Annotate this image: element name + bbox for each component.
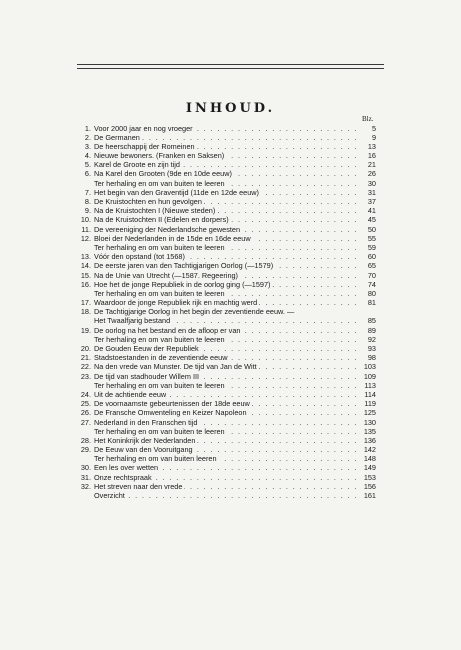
toc-entry-page: 13 [367, 141, 376, 151]
toc-entry-title: Ter herhaling en om van buiten leeren [94, 454, 217, 464]
toc-entry [74, 289, 376, 298]
toc-entry-page: 45 [367, 215, 376, 225]
toc-entry-title: De vereeniging der Nederlandsche gewesten [94, 224, 241, 234]
toc-entry-title: Waardoor de jonge Republiek rijk en machtig werd [94, 298, 258, 308]
toc-entry [74, 362, 376, 371]
toc-entry-number: 9. [84, 206, 91, 216]
toc-entry-number: 25. [80, 399, 91, 409]
toc-entry-title-wrap [94, 271, 358, 280]
toc-entry-title: Na de Unie van Utrecht (—1587. Regeering) [94, 270, 238, 280]
toc-entry-title-wrap [94, 316, 358, 325]
toc-entry-number: 18. [80, 307, 91, 317]
toc-entry-title-wrap [94, 169, 358, 178]
toc-entry-number: 5. [84, 160, 91, 170]
toc-entry-number: 29. [80, 445, 91, 455]
toc-entry-page: 41 [367, 206, 376, 216]
toc-entry-number: 2. [84, 132, 91, 142]
toc-entry [74, 399, 376, 408]
toc-entry-title-wrap [94, 179, 358, 188]
toc-entry-title: Na den vrede van Munster. De tijd van Jan de Witt [94, 362, 257, 372]
toc-entry-number: 28. [80, 435, 91, 445]
toc-entry [74, 261, 376, 270]
toc-entry-number: 24. [80, 389, 91, 399]
toc-entry-title: Ter herhaling en om van buiten te leeren [94, 242, 225, 252]
toc-entry-page: 98 [367, 353, 376, 363]
toc-entry-title-wrap [94, 124, 358, 133]
toc-entry-title-wrap [94, 335, 358, 344]
toc-entry-title-wrap [94, 289, 358, 298]
toc-entry [74, 298, 376, 307]
toc-entry [74, 372, 376, 381]
toc-entry-page: 74 [367, 279, 376, 289]
toc-entry-page: 161 [363, 491, 376, 500]
toc-entry-title: Bloei der Nederlanden in de 15de en 16de eeuw [94, 233, 251, 243]
toc-entry-title: De oorlog na het bestand en de afloop er van [94, 325, 241, 335]
toc-entry [74, 454, 376, 463]
toc-entry-page: 31 [367, 187, 376, 197]
toc-entry-page: 70 [367, 270, 376, 280]
toc-entry-page: 113 [364, 380, 376, 390]
toc-entry-number: 31. [80, 472, 91, 482]
toc-entry-title-wrap [94, 436, 358, 445]
toc-entry-title: De Gouden Eeuw der Republiek [94, 344, 199, 353]
toc-entry-title: Ter herhaling en om van buiten te leeren [94, 178, 225, 188]
toc-entry-page: 156 [363, 481, 376, 491]
toc-entry-title-wrap [94, 215, 358, 224]
toc-entry-number: 13. [80, 252, 91, 262]
toc-entry [74, 197, 376, 206]
toc-entry-number: 3. [84, 141, 91, 151]
toc-entry-title: Karel de Groote en zijn tijd [94, 160, 180, 170]
toc-entry-page: 125 [363, 408, 376, 418]
toc-entry-title-wrap [94, 206, 358, 215]
toc-entry-number: 20. [80, 344, 91, 353]
toc-entry-title: De Kruistochten en hun gevolgen [94, 197, 202, 206]
toc-entry [74, 463, 376, 472]
toc-entry-title-wrap [94, 491, 358, 500]
toc-entry [74, 390, 376, 399]
toc-entry-page: 85 [367, 316, 376, 326]
toc-entry-number: 23. [80, 371, 91, 381]
toc-entry-title: Onze rechtspraak [94, 472, 152, 482]
toc-entry-title-wrap [94, 243, 358, 252]
toc-entry-title-wrap [94, 151, 358, 160]
toc-entry-title: Ter herhaling en om van buiten te leeren [94, 426, 225, 436]
toc-entry [74, 151, 376, 160]
toc-entry-title: Het streven naar den vrede [94, 481, 183, 491]
toc-entry-title-wrap [94, 390, 358, 399]
toc-entry-title: De Tachtigjarige Oorlog in het begin der zeventiende eeuw. — [94, 307, 295, 317]
toc-entry-title-wrap [94, 418, 358, 427]
toc-entry [74, 381, 376, 390]
toc-entry-title: Het Koninkrijk der Nederlanden [94, 435, 196, 445]
toc-entry [74, 243, 376, 252]
toc-entry-number: 17. [80, 298, 91, 308]
toc-entry-title-wrap [94, 326, 358, 335]
toc-entry-title: Ter herhaling en om van buiten te leeren [94, 288, 225, 298]
toc-entry-page: 5 [371, 123, 376, 133]
toc-entry-title: Hoe het de jonge Republiek in de oorlog ging (—1597) [94, 279, 271, 289]
toc-entry-title-wrap [94, 188, 358, 197]
toc-entry-page: 136 [363, 435, 376, 445]
toc-entry-number: 1. [84, 123, 91, 133]
toc-entry-title-wrap [94, 261, 358, 270]
toc-entry-title: De tijd van stadhouder Willem III [94, 371, 200, 381]
toc-entry [74, 188, 376, 197]
toc-entry [74, 427, 376, 436]
toc-entry-title-wrap [94, 454, 358, 463]
toc-entry-page: 59 [367, 242, 376, 252]
toc-entry-title-wrap [94, 372, 358, 381]
toc-entry-number: 30. [80, 463, 91, 473]
toc-entry-page: 55 [367, 233, 376, 243]
toc-entry [74, 160, 376, 169]
toc-entry-number: 27. [80, 417, 91, 427]
toc-entry-page: 135 [363, 426, 376, 436]
toc-entry-title-wrap [94, 252, 358, 261]
toc-entry-page: 142 [363, 445, 376, 455]
toc-entry-title-wrap [94, 482, 358, 491]
toc-entry-page: 130 [363, 417, 376, 427]
toc-entry [74, 206, 376, 215]
toc-entry-page: 109 [363, 371, 376, 381]
page-column-label: Blz. [362, 115, 374, 123]
toc-entry [74, 316, 376, 325]
toc-entry-title: Voor 2000 jaar en nog vroeger [94, 123, 193, 133]
toc-entry [74, 326, 376, 335]
toc-entry-title-wrap [94, 234, 358, 243]
toc-entry-title: Een les over wetten [94, 463, 159, 473]
toc-entry [74, 307, 376, 316]
toc-entry-title: Stadstoestanden in de zeventiende eeuw [94, 353, 228, 363]
toc-entry [74, 280, 376, 289]
top-rule-secondary [77, 68, 384, 69]
toc-entry-page: 21 [367, 160, 376, 170]
toc-entry [74, 418, 376, 427]
toc-entry-number: 26. [80, 408, 91, 418]
toc-entry-page: 153 [363, 472, 376, 482]
toc-entry-title-wrap [94, 427, 358, 436]
toc-entry-title-wrap [94, 463, 358, 472]
top-rule [77, 64, 384, 65]
toc-entry-page: 80 [367, 288, 376, 298]
toc-entry-page: 149 [363, 463, 376, 473]
toc-entry-title-wrap [94, 142, 358, 151]
toc-entry [74, 445, 376, 454]
toc-entry-number: 15. [80, 270, 91, 280]
toc-entry-title-wrap [94, 197, 358, 206]
toc-entry-page: 93 [367, 344, 376, 353]
toc-entry-title-wrap [94, 280, 358, 289]
toc-entry-page: 119 [364, 399, 376, 409]
toc-entry [74, 179, 376, 188]
toc-entry [74, 473, 376, 482]
toc-entry-title: De voornaamste gebeurtenissen der 18de eeuw [94, 399, 250, 409]
toc-entry-title-wrap [94, 298, 358, 307]
toc-entry-number: 7. [84, 187, 91, 197]
toc-entry-number: 16. [80, 279, 91, 289]
toc-entry [74, 335, 376, 344]
toc-entry-page: 16 [367, 151, 376, 161]
toc-entry-title-wrap [94, 408, 358, 417]
toc-entry-title-wrap [94, 362, 358, 371]
toc-entry [74, 133, 376, 142]
toc-entry-title: De eerste jaren van den Tachtigjarigen Oorlog (—1579) [94, 261, 274, 271]
page-title: INHOUD. [185, 101, 276, 116]
toc-entry [74, 169, 376, 178]
toc-entry-title: Uit de achtiende eeuw [94, 389, 167, 399]
toc-entry-page: 50 [367, 224, 376, 234]
toc-entry-title: De Germanen [94, 132, 140, 142]
toc-entry-title: Na Karel den Grooten (9de en 10de eeuw) [94, 169, 232, 179]
toc-entry-number: 6. [84, 169, 91, 179]
table-of-contents [74, 124, 376, 501]
toc-entry-title-wrap [94, 225, 358, 234]
toc-entry-title: Nederland in den Franschen tijd [94, 417, 198, 427]
toc-entry-number: 21. [80, 353, 91, 363]
toc-entry-page: 60 [367, 252, 376, 262]
toc-entry-page: 30 [367, 178, 376, 188]
toc-entry-title: Overzicht [94, 491, 125, 500]
toc-entry-title-wrap [94, 473, 358, 482]
toc-entry-title: Na de Kruistochten I (Nieuwe steden) [94, 206, 216, 216]
toc-entry-title-wrap [94, 344, 358, 353]
toc-entry [74, 408, 376, 417]
toc-entry-title: Ter herhaling en om van buiten te leeren [94, 334, 225, 344]
toc-entry-page: 37 [367, 197, 376, 206]
toc-entry-title: De heerschappij der Romeinen [94, 141, 195, 151]
toc-entry [74, 225, 376, 234]
toc-entry-title: Nieuwe bewoners. (Franken en Saksen) [94, 151, 225, 161]
toc-entry-page: 26 [367, 169, 376, 179]
toc-entry-title: De Fransche Omwenteling en Keizer Napoleon [94, 408, 247, 418]
toc-entry-page: 92 [367, 334, 376, 344]
toc-entry-title: Ter herhaling en om van buiten te leeren [94, 380, 225, 390]
toc-entry [74, 215, 376, 224]
toc-entry [74, 436, 376, 445]
toc-entry-title-wrap [94, 381, 358, 390]
toc-entry [74, 482, 376, 491]
toc-entry [74, 271, 376, 280]
toc-entry-number: 14. [80, 261, 91, 271]
toc-entry-title: Na de Kruistochten II (Edelen en dorpers) [94, 215, 229, 225]
toc-entry-page: 114 [364, 389, 376, 399]
toc-entry-number: 12. [80, 233, 91, 243]
toc-entry-page: 89 [367, 325, 376, 335]
toc-entry-number: 8. [84, 197, 91, 206]
toc-entry [74, 344, 376, 353]
toc-entry-number: 4. [84, 151, 91, 161]
toc-entry [74, 234, 376, 243]
toc-entry-title-wrap [94, 399, 358, 408]
toc-entry-title-wrap [94, 160, 358, 169]
toc-entry-title-wrap [94, 353, 358, 362]
toc-entry-title-wrap [94, 445, 358, 454]
toc-entry-number: 10. [80, 215, 91, 225]
toc-entry [74, 491, 376, 500]
toc-entry-number: 22. [80, 362, 91, 372]
toc-entry-page: 148 [363, 454, 376, 464]
toc-entry-number: 19. [80, 325, 91, 335]
toc-entry-page: 9 [371, 132, 376, 142]
toc-entry-title: De Eeuw van den Vooruitgang [94, 445, 193, 455]
toc-entry-title-wrap [94, 307, 358, 316]
toc-entry-page: 103 [363, 362, 376, 372]
toc-entry [74, 252, 376, 261]
toc-entry-title: Het Twaalfjarig bestand [94, 316, 171, 326]
toc-entry-number: 32. [80, 481, 91, 491]
toc-entry-title: Het begin van den Graventijd (11de en 12de eeuw) [94, 187, 259, 197]
toc-entry [74, 124, 376, 133]
toc-entry-number: 11. [81, 224, 91, 234]
toc-entry [74, 353, 376, 362]
toc-entry-page: 81 [367, 298, 376, 308]
toc-entry-page: 65 [367, 261, 376, 271]
toc-entry-title: Vóór den opstand (tot 1568) [94, 252, 185, 262]
toc-entry [74, 142, 376, 151]
toc-entry-title-wrap [94, 133, 358, 142]
